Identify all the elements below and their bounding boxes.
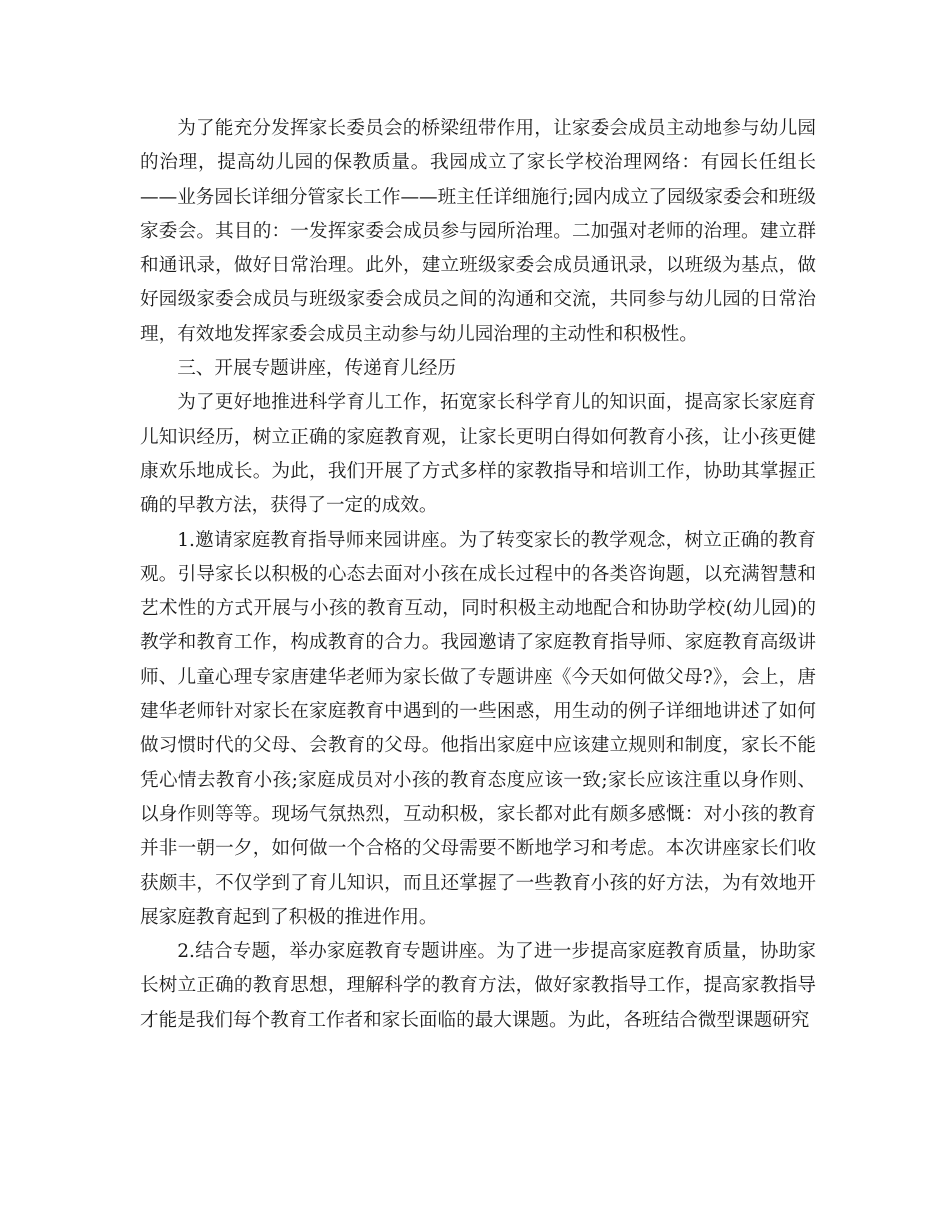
document-body (140, 112, 816, 1038)
section-heading-lectures: 三、开展专题讲座，传递育儿经历 (177, 358, 457, 380)
paragraph-expert-lecture: 1.邀请家庭教育指导师来园讲座。为了转变家长的教学观念，树立正确的教育观。引导家长以积极的心态去面对小孩在成长过程中的各类咨询题，以充满智慧和艺术性的方式开展与小孩的教育互动，同时积极主动地配合和协助学校(幼儿园)的教学和教育工作，构成教育的合力。我园邀请了家庭教育指导师、家庭教育高级讲师、儿童心理专家唐建华老师为家长做了专题讲座《今天如何做父母?》，会上，唐建华老师针对家长在家庭教育中遇到的一些困惑，用生动的例子详细地讲述了如何做习惯时代的父母、会教育的父母。他指出家庭中应该建立规则和制度，家长不能凭心情去教育小孩;家庭成员对小孩的教育态度应该一致;家长应该注重以身作则、以身作则等等。现场气氛热烈，互动积极，家长都对此有颇多感慨：对小孩的教育并非一朝一夕，如何做一个合格的父母需要不断地学习和考虑。本次讲座家长们收获颇丰，不仅学到了育儿知识，而且还掌握了一些教育小孩的好方法，为有效地开展家庭教育起到了积极的推进作用。 (140, 529, 816, 928)
paragraph-scientific-parenting: 为了更好地推进科学育儿工作，拓宽家长科学育儿的知识面，提高家长家庭育儿知识经历，树立正确的家庭教育观，让家长更明白得如何教育小孩，让小孩更健康欢乐地成长。为此，我们开展了方式多样的家教指导和培训工作，协助其掌握正确的早教方法，获得了一定的成效。 (140, 392, 816, 517)
paragraph-parent-committee: 为了能充分发挥家长委员会的桥梁纽带作用，让家委会成员主动地参与幼儿园的治理，提高幼儿园的保教质量。我园成立了家长学校治理网络：有园长任组长——业务园长详细分管家长工作——班主任详细施行;园内成立了园级家委会和班级家委会。其目的：一发挥家委会成员参与园所治理。二加强对老师的治理。建立群和通讯录，做好日常治理。此外，建立班级家委会成员通讯录，以班级为基点，做好园级家委会成员与班级家委会成员之间的沟通和交流，共同参与幼儿园的日常治理，有效地发挥家委会成员主动参与幼儿园治理的主动性和积极性。 (140, 118, 816, 345)
paragraph-topic-lectures: 2.结合专题，举办家庭教育专题讲座。为了进一步提高家庭教育质量，协助家长树立正确的教育思想，理解科学的教育方法，做好家教指导工作，提高家教指导才能是我们每个教育工作者和家长面临的最大课题。为此，各班结合微型课题研究 (140, 941, 816, 1031)
